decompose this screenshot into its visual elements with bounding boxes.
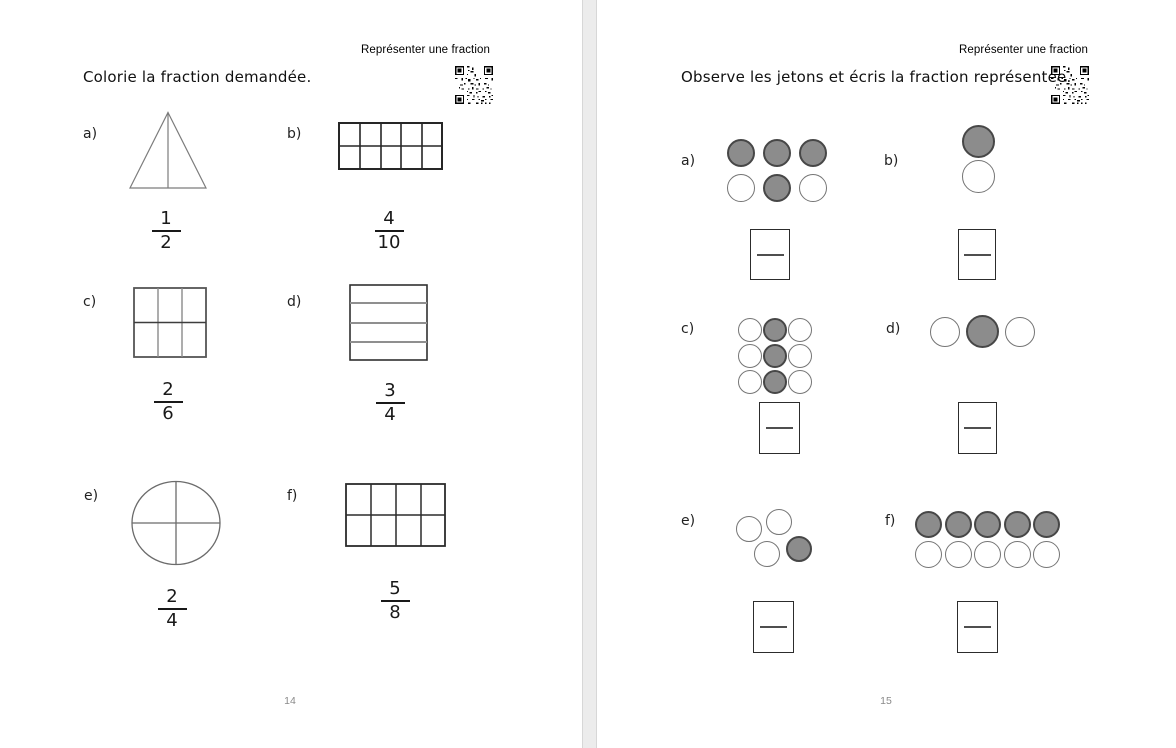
token-row	[738, 370, 812, 394]
token-row	[727, 139, 827, 167]
token-row	[727, 174, 827, 202]
qr-code	[455, 66, 493, 104]
fraction-numerator: 5	[389, 578, 401, 599]
token-circle	[962, 160, 995, 193]
token-row	[962, 160, 995, 193]
item-label-c: c)	[681, 321, 695, 337]
token-circle	[799, 139, 827, 167]
item-label-f: f)	[287, 488, 298, 504]
left-page-title: Colorie la fraction demandée.	[83, 68, 312, 86]
left-page-number: 14	[284, 695, 296, 707]
right-page-number: 15	[880, 695, 892, 707]
fraction-answer-box-f	[957, 601, 998, 653]
token-circle	[1004, 541, 1031, 568]
token-circle	[727, 174, 755, 202]
token-circle	[763, 139, 791, 167]
token-circle	[945, 511, 972, 538]
item-label-e: e)	[84, 488, 99, 504]
item-label-a: a)	[681, 153, 696, 169]
fraction-c	[138, 380, 198, 424]
right-page-header: Représenter une fraction	[959, 44, 1088, 56]
fraction-answer-box-e	[753, 601, 794, 653]
token-circle	[738, 344, 762, 368]
grid-4x2-shape	[345, 483, 446, 547]
token-circle	[763, 370, 787, 394]
fraction-e	[142, 587, 202, 631]
token-circle	[738, 370, 762, 394]
grid-5x2-shape	[338, 122, 443, 170]
token-row	[738, 318, 812, 342]
token-circle	[736, 516, 762, 542]
token-row	[962, 125, 995, 158]
token-circle	[763, 344, 787, 368]
grid-3x2-shape	[133, 287, 207, 358]
token-row	[738, 344, 812, 368]
fraction-bar-placeholder	[964, 626, 991, 628]
fraction-answer-box-d	[958, 402, 997, 454]
fraction-bar-placeholder	[757, 254, 784, 256]
token-group-e	[730, 505, 820, 571]
token-circle	[1004, 511, 1031, 538]
item-label-a: a)	[83, 126, 98, 142]
item-label-d: d)	[886, 321, 901, 337]
token-circle	[915, 511, 942, 538]
fraction-numerator: 4	[383, 208, 395, 229]
fraction-answer-box-a	[750, 229, 790, 280]
token-group-b	[962, 125, 995, 193]
fraction-b	[359, 209, 419, 253]
token-circle	[1033, 541, 1060, 568]
token-circle	[974, 511, 1001, 538]
item-label-e: e)	[681, 513, 696, 529]
right-page-title: Observe les jetons et écris la fraction représentée.	[681, 68, 1072, 86]
token-circle	[738, 318, 762, 342]
fraction-answer-box-b	[958, 229, 996, 280]
fraction-numerator: 1	[160, 208, 172, 229]
fraction-denominator: 10	[377, 232, 401, 253]
fraction-f	[365, 579, 425, 623]
triangle-shape	[126, 110, 210, 191]
item-label-b: b)	[884, 153, 899, 169]
fraction-denominator: 4	[384, 404, 396, 425]
token-circle	[788, 370, 812, 394]
fraction-denominator: 2	[160, 232, 172, 253]
fraction-numerator: 2	[162, 379, 174, 400]
fraction-answer-box-c	[759, 402, 800, 454]
fraction-denominator: 8	[389, 602, 401, 623]
circle-quarters-shape	[130, 480, 222, 566]
token-circle	[754, 541, 780, 567]
fraction-denominator: 4	[166, 610, 178, 631]
token-circle	[962, 125, 995, 158]
token-circle	[1005, 317, 1035, 347]
token-circle	[915, 541, 942, 568]
token-row	[915, 511, 1060, 538]
item-label-d: d)	[287, 294, 302, 310]
item-label-b: b)	[287, 126, 302, 142]
token-group-d	[930, 315, 1035, 348]
token-circle	[786, 536, 812, 562]
token-circle	[763, 318, 787, 342]
token-group-f	[915, 511, 1060, 568]
fraction-bar-placeholder	[964, 254, 991, 256]
item-label-f: f)	[885, 513, 896, 529]
page-gap	[582, 0, 597, 748]
fraction-denominator: 6	[162, 403, 174, 424]
token-circle	[974, 541, 1001, 568]
token-circle	[763, 174, 791, 202]
fraction-a	[136, 209, 196, 253]
fraction-bar-placeholder	[766, 427, 793, 429]
fraction-d	[360, 381, 420, 425]
horizontal-bars-shape	[349, 284, 428, 361]
token-circle	[788, 318, 812, 342]
token-circle	[966, 315, 999, 348]
token-circle	[945, 541, 972, 568]
qr-code	[1051, 66, 1089, 104]
token-group-a	[727, 139, 827, 202]
item-label-c: c)	[83, 294, 97, 310]
token-circle	[788, 344, 812, 368]
token-circle	[727, 139, 755, 167]
token-circle	[1033, 511, 1060, 538]
fraction-bar-placeholder	[964, 427, 991, 429]
token-circle	[766, 509, 792, 535]
fraction-numerator: 2	[166, 586, 178, 607]
left-page-header: Représenter une fraction	[361, 44, 490, 56]
token-circle	[930, 317, 960, 347]
token-circle	[799, 174, 827, 202]
fraction-bar-placeholder	[760, 626, 787, 628]
fraction-numerator: 3	[384, 380, 396, 401]
token-row	[915, 541, 1060, 568]
token-group-c	[738, 318, 812, 394]
